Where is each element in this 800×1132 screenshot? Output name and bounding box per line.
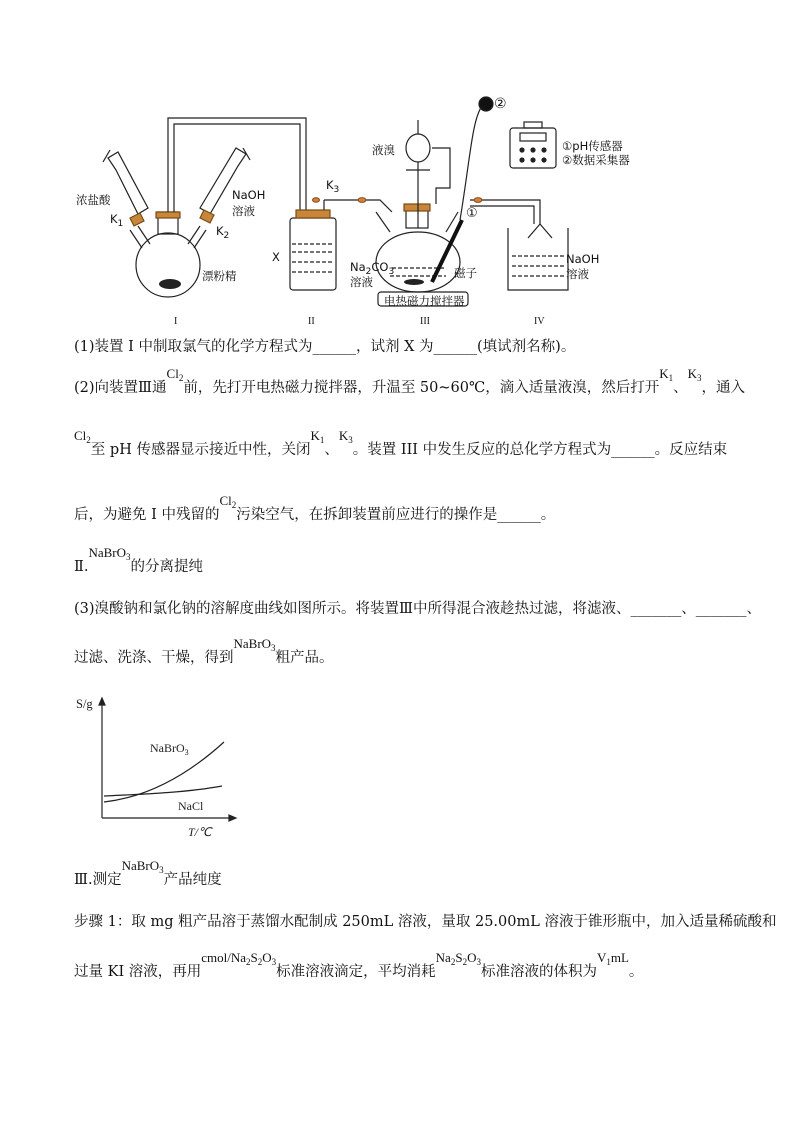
label-naoh-right: NaOH: [566, 252, 600, 266]
step-1-line-1: 步骤 1：取 mg 粗产品溶于蒸馏水配制成 250mL 溶液，量取 25.00mL 溶液于锥形瓶中，加入适量稀硫酸和: [74, 914, 777, 930]
question-3-line-2: [74, 636, 334, 669]
k3-formula-2: [339, 428, 353, 443]
cl2-cl-2: Cl: [74, 428, 87, 443]
roman-ii: II: [308, 316, 315, 327]
k3-formula: [688, 366, 702, 381]
k3-k: K: [687, 366, 697, 381]
series-label-nabro3-sub: 3: [184, 748, 189, 757]
k3-sub-num-2: 3: [348, 435, 353, 445]
y-axis-arrow: [99, 698, 105, 705]
thiosulfate-formula: [436, 950, 481, 965]
label-solution-top: 溶液: [232, 204, 255, 218]
titrant-conc-pre: cmol/Na: [201, 950, 247, 965]
section-3-formula-text: NaBrO: [121, 858, 160, 873]
q2-line3-part-2: 污染空气，在拆卸装置前应进行的操作是______。: [236, 507, 556, 523]
data-logger: [510, 122, 556, 168]
roman-iii: III: [420, 316, 430, 327]
section-3-prefix: Ⅲ.测定: [74, 872, 122, 888]
cl2-sub-2: 2: [86, 435, 91, 445]
label-na2co3: [350, 260, 395, 277]
label-stirrer: 电热磁力搅拌器: [384, 294, 465, 308]
section-2-formula-text: NaBrO: [88, 545, 127, 560]
section-2-suffix: 的分离提纯: [130, 559, 204, 575]
label-bleach: 漂粉精: [202, 269, 237, 283]
titrant-sub-2: 2: [257, 957, 263, 967]
label-liquid-bromine: 液溴: [372, 143, 395, 157]
k1-sub-num-2: 1: [319, 435, 325, 445]
step1-part-3: 标准溶液的体积为: [480, 964, 597, 980]
k3-text: K: [326, 178, 334, 192]
q2-part-1: (2)向装置Ⅲ通: [74, 380, 167, 396]
k1-text: K: [110, 212, 118, 226]
k1-k: K: [659, 366, 669, 381]
na2co3-mid: CO: [371, 260, 389, 274]
section-2-heading: [74, 545, 204, 578]
q2-part-3: ，通入: [701, 380, 745, 396]
step1-end: 。: [628, 964, 644, 980]
section-3-formula-sub: 3: [159, 865, 164, 875]
q2-line3-part-1: 后，为避免 I 中残留的: [74, 507, 220, 523]
k1-sub-num: 1: [668, 373, 674, 383]
apparatus-drawing: [0, 0, 800, 330]
cl2-sub-3: 2: [231, 500, 237, 510]
legend-data-logger: ②数据采集器: [562, 153, 630, 167]
question-3-line-1: (3)溴酸钠和氯化钠的溶解度曲线如图所示。将装置Ⅲ中所得混合液趁热过滤，将滤液、_______、_______、: [74, 601, 762, 617]
label-solution-right: 溶液: [566, 267, 589, 281]
chart-xlabel: T/℃: [188, 825, 212, 839]
q3-line2-part-2: 粗产品。: [275, 650, 334, 666]
v1-sub: 1: [606, 957, 611, 967]
cl2-formula: [167, 366, 184, 381]
q3-formula: [234, 636, 276, 651]
q2-sep-1: 、: [673, 380, 688, 396]
q2-line2-part-1: 至 pH 传感器显示接近中性，关闭: [90, 442, 311, 458]
thio-na: Na: [435, 950, 451, 965]
series-label-nabro3: [150, 741, 189, 757]
q2-line2-part-2: 。装置 III 中发生反应的总化学方程式为______。反应结束: [352, 442, 728, 458]
label-conc-hcl: 浓盐酸: [76, 193, 111, 207]
q3-line2-part-1: 过滤、洗涤、干燥，得到: [74, 650, 234, 666]
na2co3-sub1: 2: [365, 267, 372, 277]
question-2-line-1: [74, 366, 745, 399]
apparatus-diagram: [0, 0, 800, 330]
k2-text: K: [216, 224, 224, 238]
section-2-formula-sub: 3: [126, 552, 131, 562]
cl2-formula-3: [219, 493, 236, 508]
v1-v: V: [596, 950, 607, 965]
label-k3: [326, 178, 340, 195]
label-k1: [110, 212, 124, 229]
cl2-formula-2: [74, 428, 91, 443]
bleaching-powder: [159, 279, 181, 289]
label-circle-2: ②: [494, 96, 507, 112]
k1-formula: [659, 366, 673, 381]
thio-sub-2: 2: [462, 957, 468, 967]
roman-iv: IV: [534, 316, 545, 327]
titrant-concentration: [201, 950, 276, 965]
chart-ylabel: S/g: [76, 697, 93, 711]
question-2-line-2: [74, 428, 728, 461]
volume-v1: [597, 950, 629, 965]
legend-ph-sensor: ①pH传感器: [562, 139, 623, 153]
question-2-line-3: [74, 493, 556, 526]
cl2-sub: 2: [178, 373, 184, 383]
k3-k-2: K: [338, 428, 349, 443]
v1-unit: mL: [610, 950, 629, 965]
x-axis-arrow: [229, 815, 236, 821]
series-label-nabro3-name: NaBrO: [150, 741, 185, 755]
section-3-formula: [122, 858, 164, 873]
label-circle-1: ①: [466, 206, 478, 221]
label-naoh-top: NaOH: [232, 188, 266, 202]
cl2-cl: Cl: [166, 366, 179, 381]
label-x: X: [272, 250, 280, 264]
roman-i: I: [174, 316, 178, 327]
beaker-4: [470, 200, 568, 290]
q3-formula-text: NaBrO: [233, 636, 272, 651]
q2-part-2: 前，先打开电热磁力搅拌器，升温至 50~60℃，滴入适量液溴，然后打开: [183, 380, 660, 396]
series-label-nacl: NaCl: [178, 799, 204, 813]
titrant-o: O: [262, 950, 272, 965]
question-1: (1)装置 I 中制取氯气的化学方程式为______，试剂 X 为______(填试剂名称)。: [74, 339, 576, 355]
k1-formula-2: [310, 428, 324, 443]
q2-sep-2: 、: [324, 442, 339, 458]
step1-part-2: 标准溶液滴定，平均消耗: [276, 964, 436, 980]
label-k2: [216, 224, 230, 241]
k3-sub: 3: [333, 185, 340, 195]
solubility-chart-svg: [70, 690, 240, 840]
thio-sub-3: 3: [476, 957, 481, 967]
thio-s: S: [455, 950, 463, 965]
section-2-prefix: Ⅱ.: [74, 559, 89, 575]
titrant-s: S: [250, 950, 258, 965]
section-3-suffix: 产品纯度: [163, 872, 222, 888]
na2co3-sub2: 3: [388, 267, 395, 277]
titrant-sub-1: 2: [246, 957, 251, 967]
nacl-curve: [104, 786, 222, 796]
k3-sub-num: 3: [697, 373, 702, 383]
thio-sub-1: 2: [450, 957, 456, 967]
k1-k-2: K: [310, 428, 320, 443]
na2co3-pre: Na: [350, 260, 366, 274]
thio-o: O: [467, 950, 477, 965]
section-2-formula: [88, 545, 130, 560]
step1-part-1: 过量 KI 溶液，再用: [74, 964, 202, 980]
step-1-line-2: [74, 950, 644, 983]
section-3-heading: [74, 858, 222, 891]
k1-sub: 1: [117, 219, 124, 229]
solubility-chart: [70, 690, 240, 840]
label-na2co3-solution: 溶液: [350, 275, 373, 289]
magnetic-stirrer-bar: [404, 279, 424, 285]
k2-sub: 2: [223, 231, 230, 241]
label-magnet: 磁子: [454, 266, 477, 280]
q3-formula-sub: 3: [271, 643, 276, 653]
titrant-sub-3: 3: [271, 957, 277, 967]
cl2-cl-3: Cl: [219, 493, 232, 508]
